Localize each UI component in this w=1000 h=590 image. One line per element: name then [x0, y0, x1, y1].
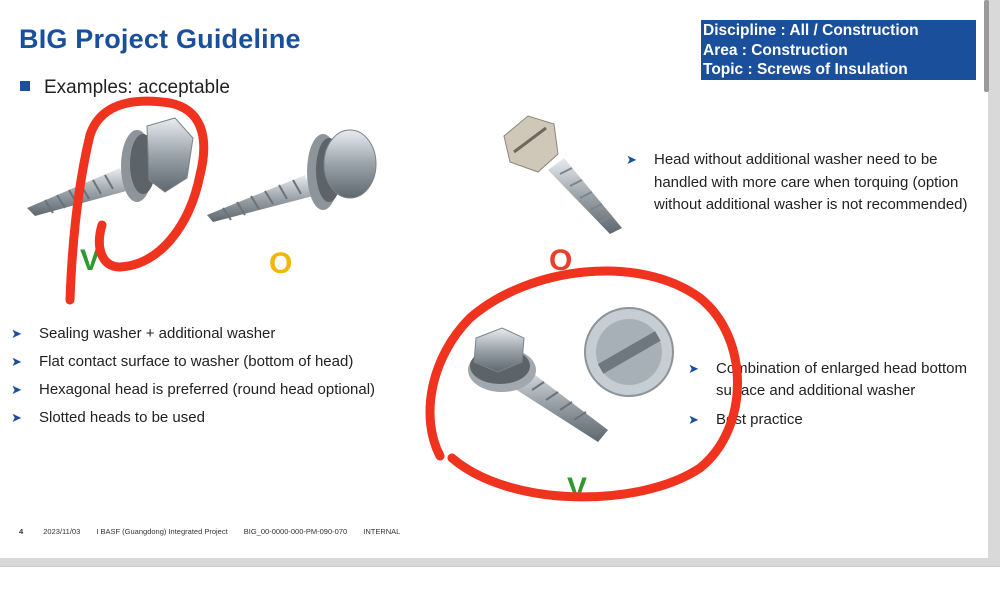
round-head-screw-image	[205, 120, 380, 230]
neutral-mark-right: O	[549, 244, 573, 277]
top-right-bullet-list	[626, 149, 976, 224]
list-item: ➤ Head without additional washer need to be handled with more care when torquing (option without additional washer is not recommended)	[626, 151, 968, 213]
ok-mark-left: V	[80, 244, 101, 277]
scrollbar[interactable]	[984, 0, 989, 92]
info-box	[701, 20, 976, 80]
arrow-bullet-icon: ➤	[11, 354, 22, 369]
arrow-bullet-icon: ➤	[688, 412, 699, 427]
list-item: ➤ Combination of enlarged head bottom surface and additional washer	[688, 360, 968, 399]
arrow-bullet-icon: ➤	[688, 361, 699, 376]
subtitle-text: Examples: acceptable	[44, 77, 230, 98]
footer-doc-id: BIG_00-0000-000-PM-090-070	[243, 527, 348, 536]
page-number: 4	[19, 527, 24, 536]
list-item: ➤ Best practice	[688, 409, 988, 431]
info-discipline: Discipline : All / Construction	[703, 22, 919, 39]
ok-mark-bottom: V	[567, 472, 588, 505]
info-area: Area : Construction	[703, 41, 848, 59]
list-item: ➤ Sealing washer + additional washer	[11, 325, 276, 342]
arrow-bullet-icon: ➤	[11, 410, 22, 425]
annotation-p-stroke	[60, 95, 220, 315]
annotation-ellipse-stroke	[420, 258, 760, 518]
list-item: ➤ Flat contact surface to washer (bottom of head)	[11, 353, 354, 370]
list-item: ➤ Hexagonal head is preferred (round head optional)	[11, 381, 376, 398]
left-bullet-list	[11, 323, 431, 435]
arrow-bullet-icon: ➤	[11, 382, 22, 397]
page-title: BIG Project Guideline	[19, 24, 301, 54]
list-item: ➤ Slotted heads to be used	[11, 409, 205, 426]
footer-project: I BASF (Guangdong) Integrated Project	[96, 527, 228, 536]
arrow-bullet-icon: ➤	[11, 326, 22, 341]
neutral-mark-left: O	[269, 247, 293, 280]
arrow-bullet-icon: ➤	[626, 152, 637, 167]
slotted-head-screw-image	[498, 110, 628, 235]
footer-classification: INTERNAL	[363, 527, 401, 536]
info-topic: Topic : Screws of Insulation	[703, 61, 908, 78]
footer-date: 2023/11/03	[43, 527, 81, 536]
next-page-strip	[0, 566, 1000, 590]
square-bullet-icon	[20, 81, 30, 91]
footer	[19, 527, 414, 536]
